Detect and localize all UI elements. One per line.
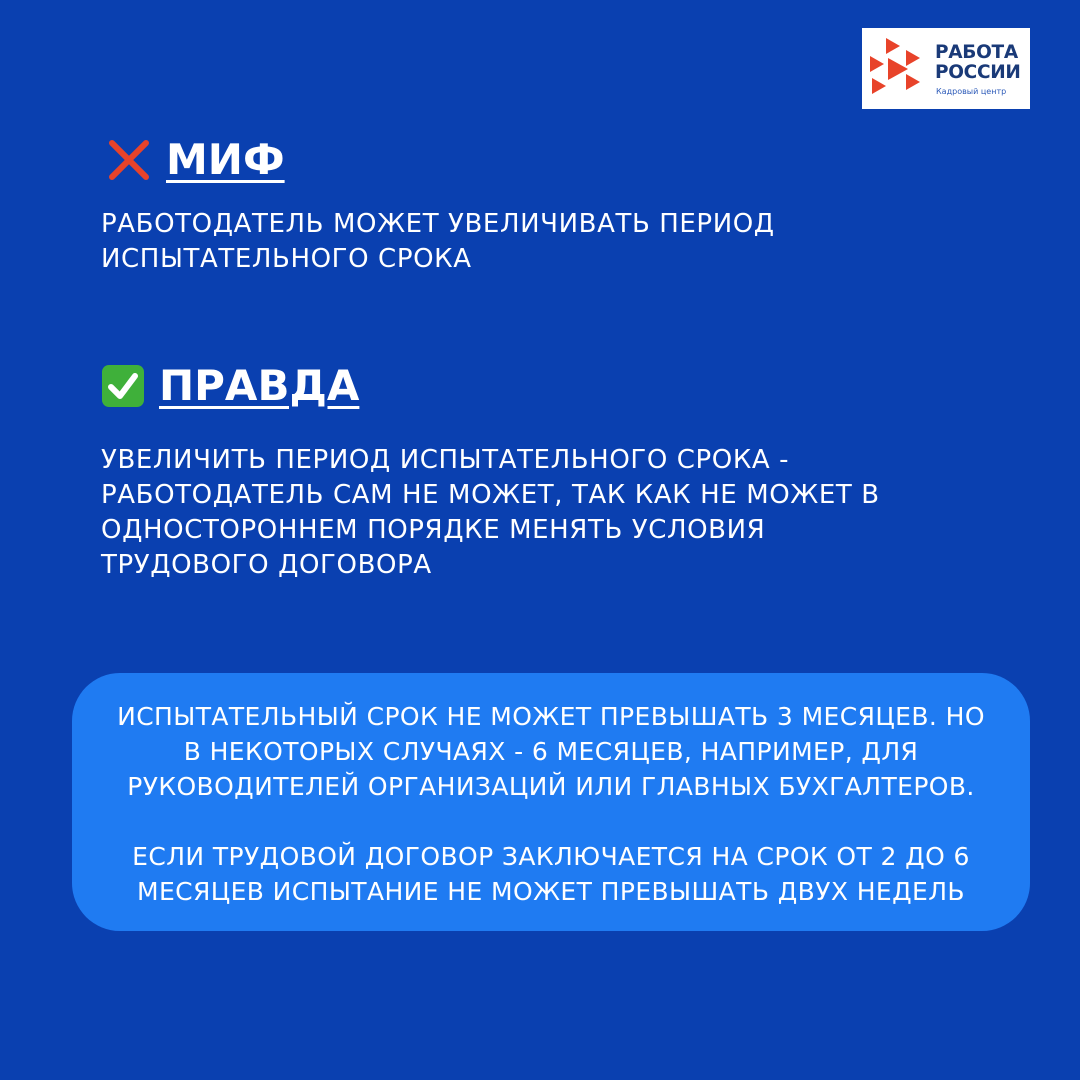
note-line: ЕСЛИ ТРУДОВОЙ ДОГОВОР ЗАКЛЮЧАЕТСЯ НА СРОК ОТ 2 ДО 6 (132, 842, 970, 871)
myth-heading-label: МИФ (166, 135, 285, 184)
cross-mark-icon (108, 139, 150, 181)
myth-text (101, 207, 861, 277)
note-line: ИСПЫТАТЕЛЬНЫЙ СРОК НЕ МОЖЕТ ПРЕВЫШАТЬ 3 МЕСЯЦЕВ. НО (117, 702, 985, 731)
truth-heading-label: ПРАВДА (159, 361, 360, 410)
logo-brand-name (935, 43, 1021, 83)
myth-text-line: ИСПЫТАТЕЛЬНОГО СРОКА (101, 244, 472, 274)
truth-text-line: РАБОТОДАТЕЛЬ САМ НЕ МОЖЕТ, ТАК КАК НЕ МОЖЕТ В (101, 480, 880, 510)
truth-text-line: ОДНОСТОРОННЕМ ПОРЯДКЕ МЕНЯТЬ УСЛОВИЯ (101, 515, 766, 545)
note-line: РУКОВОДИТЕЛЕЙ ОРГАНИЗАЦИЙ ИЛИ ГЛАВНЫХ БУХГАЛТЕРОВ. (127, 772, 975, 801)
logo-arrows-icon (866, 32, 928, 105)
logo-line1: РАБОТА (935, 42, 1018, 63)
logo-subtitle: Кадровый центр (936, 87, 1007, 96)
info-note-box (72, 673, 1030, 931)
check-mark-icon (101, 364, 145, 408)
myth-heading (108, 135, 285, 184)
note-paragraph (91, 699, 1011, 804)
note-paragraph (91, 839, 1011, 909)
logo-line2: РОССИИ (935, 62, 1021, 83)
myth-text-line: РАБОТОДАТЕЛЬ МОЖЕТ УВЕЛИЧИВАТЬ ПЕРИОД (101, 209, 775, 239)
note-line: В НЕКОТОРЫХ СЛУЧАЯХ - 6 МЕСЯЦЕВ, НАПРИМЕР, ДЛЯ (183, 737, 919, 766)
truth-text-line: ТРУДОВОГО ДОГОВОРА (101, 550, 432, 580)
rabota-rossii-logo (862, 28, 1030, 109)
truth-heading (101, 361, 359, 410)
truth-text-line: УВЕЛИЧИТЬ ПЕРИОД ИСПЫТАТЕЛЬНОГО СРОКА - (101, 445, 790, 475)
note-line: МЕСЯЦЕВ ИСПЫТАНИЕ НЕ МОЖЕТ ПРЕВЫШАТЬ ДВУХ НЕДЕЛЬ (136, 877, 965, 906)
truth-text (101, 443, 931, 583)
